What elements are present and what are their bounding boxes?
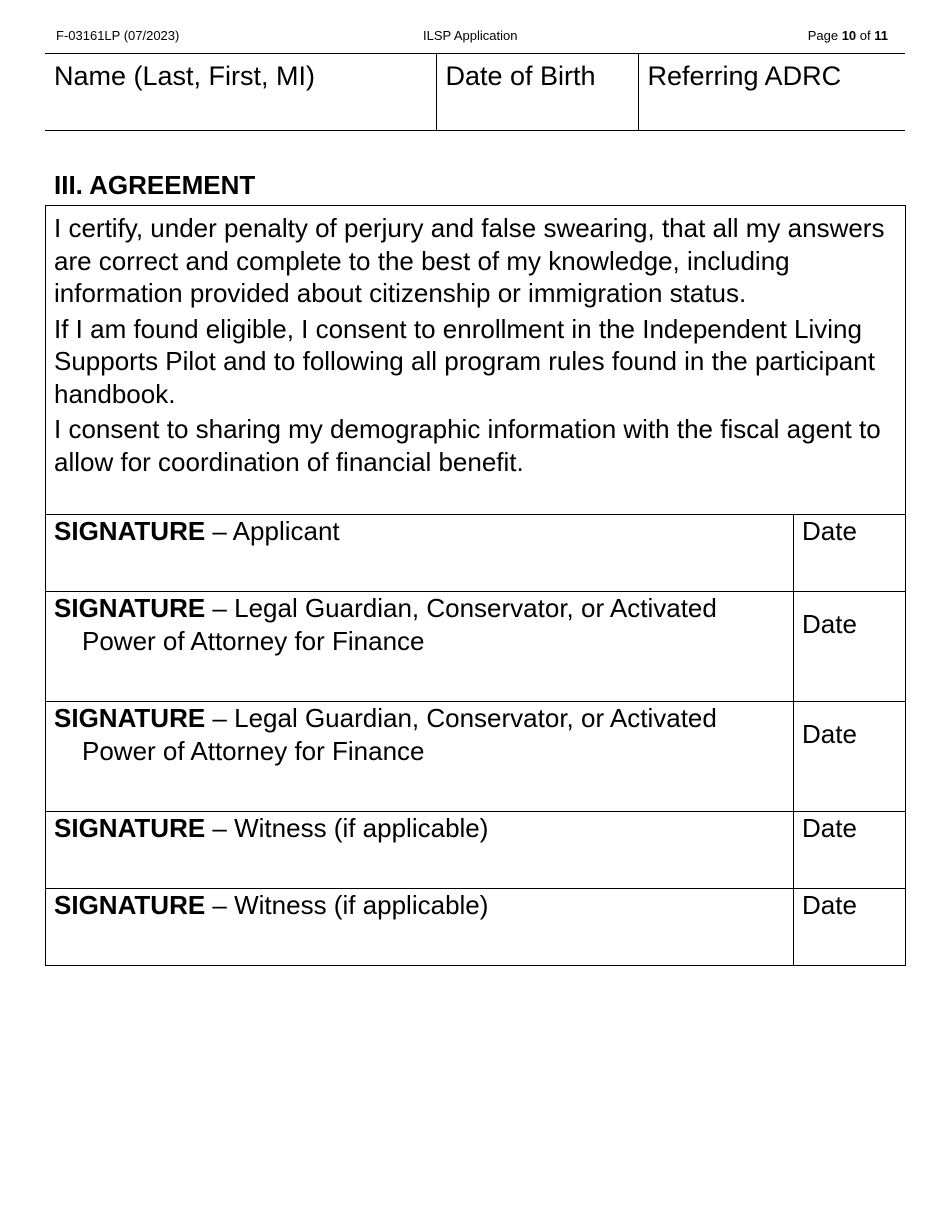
signature-row-witness-1 — [46, 812, 906, 889]
date-label: Date — [802, 719, 857, 749]
date-label: Date — [802, 516, 857, 546]
signature-label — [54, 702, 785, 767]
date-field-guardian-1[interactable] — [794, 592, 906, 702]
signature-label — [54, 592, 785, 657]
agreement-table — [45, 205, 906, 966]
page-header — [56, 28, 888, 44]
date-field-witness-1[interactable] — [794, 812, 906, 889]
signature-field-applicant[interactable] — [46, 515, 794, 592]
form-number: F-03161LP (07/2023) — [56, 28, 180, 43]
agreement-paragraph: I certify, under penalty of perjury and false swearing, that all my answers are correct and complete to the best of my knowledge, including information provided about citizenship or immigration status. — [54, 213, 885, 308]
page-number — [808, 28, 888, 44]
referring-adrc-field[interactable] — [638, 54, 905, 131]
signature-field-witness-1[interactable] — [46, 812, 794, 889]
section-heading: III. AGREEMENT — [54, 170, 256, 200]
date-of-birth-field[interactable] — [436, 54, 638, 131]
name-field[interactable] — [45, 54, 436, 131]
signature-label-role: – Applicant — [205, 516, 340, 546]
signature-label-bold: SIGNATURE — [54, 890, 206, 920]
signature-label-bold: SIGNATURE — [54, 593, 206, 623]
signature-field-guardian-1[interactable] — [46, 592, 794, 702]
signature-row-guardian-1 — [46, 592, 906, 702]
agreement-statement — [46, 206, 906, 515]
date-field-guardian-2[interactable] — [794, 702, 906, 812]
page-of: of — [859, 28, 871, 43]
signature-label-role: – Witness (if applicable) — [205, 890, 489, 920]
agreement-statement-row — [46, 206, 906, 515]
identification-row — [45, 54, 905, 131]
document-title: ILSP Application — [423, 28, 518, 43]
signature-label-bold: SIGNATURE — [54, 516, 206, 546]
signature-label — [54, 515, 785, 548]
date-label: Date — [802, 813, 857, 843]
signature-label — [54, 812, 785, 845]
signature-label-role: – Witness (if applicable) — [205, 813, 489, 843]
identification-table — [45, 53, 905, 131]
page-current: 10 — [841, 28, 857, 43]
agreement-paragraph: I consent to sharing my demographic information with the fiscal agent to allow for coordination of financial benefit. — [54, 414, 881, 477]
page-prefix: Page — [807, 28, 839, 43]
referring-adrc-label: Referring ADRC — [647, 61, 842, 91]
signature-label-role: – Legal Guardian, Conservator, or Activated Power of Attorney for Finance — [82, 593, 717, 656]
signature-field-guardian-2[interactable] — [46, 702, 794, 812]
name-label: Name (Last, First, MI) — [54, 61, 316, 91]
signature-label-bold: SIGNATURE — [54, 813, 206, 843]
date-field-witness-2[interactable] — [794, 889, 906, 966]
page-total: 11 — [874, 28, 888, 43]
signature-row-witness-2 — [46, 889, 906, 966]
signature-label-bold: SIGNATURE — [54, 703, 206, 733]
date-label: Date — [802, 609, 857, 639]
date-field-applicant[interactable] — [794, 515, 906, 592]
agreement-paragraph: If I am found eligible, I consent to enrollment in the Independent Living Supports Pilot and to following all program rules found in the participant handbook. — [54, 313, 875, 409]
date-of-birth-label: Date of Birth — [445, 61, 596, 91]
signature-field-witness-2[interactable] — [46, 889, 794, 966]
signature-row-applicant — [46, 515, 906, 592]
signature-row-guardian-2 — [46, 702, 906, 812]
date-label: Date — [802, 890, 857, 920]
signature-label — [54, 889, 785, 922]
signature-label-role: – Legal Guardian, Conservator, or Activated Power of Attorney for Finance — [82, 703, 717, 766]
